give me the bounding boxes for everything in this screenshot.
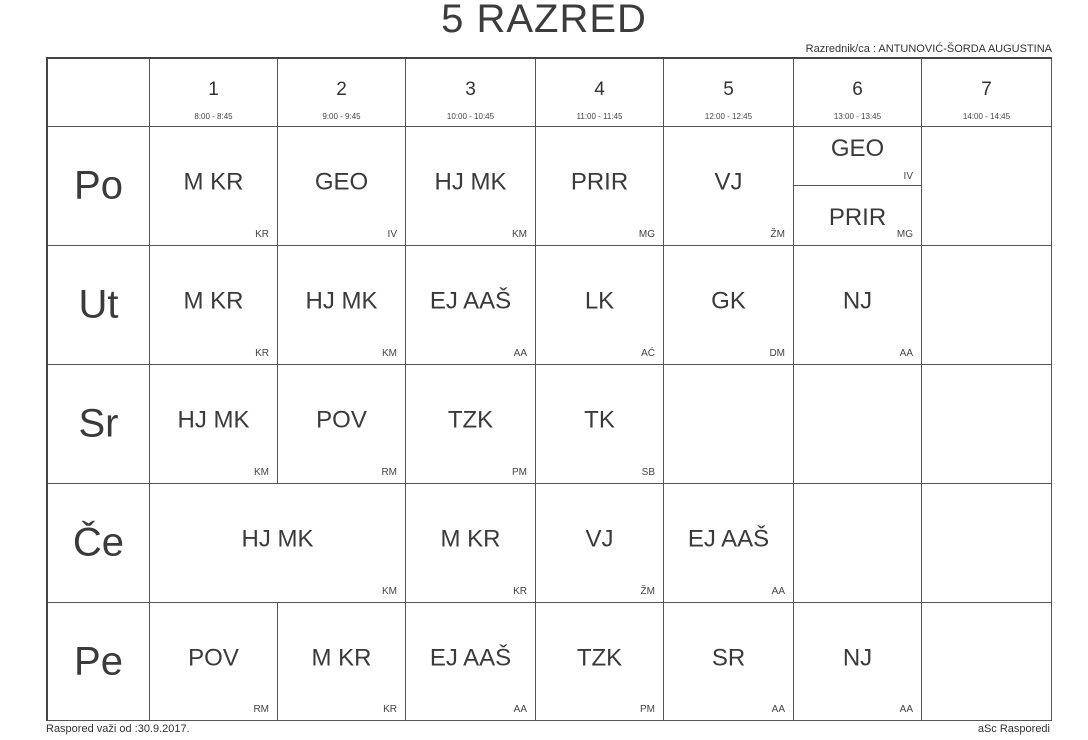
lesson-cell[interactable]	[794, 484, 922, 603]
lesson-cell[interactable]	[150, 603, 278, 721]
period-time: 11:00 - 11:45	[576, 112, 623, 121]
teacher-code: RM	[381, 467, 397, 478]
lesson-cell[interactable]	[794, 127, 922, 246]
period-header	[406, 59, 536, 127]
subject-name: NJ	[842, 644, 873, 672]
subject-name: LK	[584, 287, 615, 315]
teacher-code: KM	[512, 229, 527, 240]
period-number: 4	[594, 79, 605, 100]
teacher-code: KM	[382, 586, 397, 597]
lesson-cell[interactable]	[278, 365, 406, 484]
lesson-cell[interactable]	[922, 365, 1052, 484]
teacher-code: AA	[899, 348, 913, 359]
period-number: 1	[208, 79, 219, 100]
period-number: 6	[852, 79, 863, 100]
teacher-code: PM	[640, 704, 655, 715]
day-label-cell	[48, 365, 150, 484]
teacher-code: PM	[512, 467, 527, 478]
period-number: 7	[981, 79, 992, 100]
teacher-code: AA	[513, 704, 527, 715]
subject-name: TK	[584, 406, 615, 434]
valid-from-note: Raspored važi od :30.9.2017.	[46, 723, 190, 735]
day-name: Če	[72, 520, 125, 565]
lesson-cell[interactable]	[536, 484, 664, 603]
teacher-code: AA	[771, 704, 785, 715]
day-name: Sr	[78, 401, 119, 446]
subject-name: EJ AAŠ	[687, 525, 770, 553]
corner-cell	[48, 59, 150, 127]
period-time: 9:00 - 9:45	[322, 112, 361, 121]
subject-name: TZK	[447, 406, 494, 434]
teacher-code: AA	[899, 704, 913, 715]
lesson-cell[interactable]	[406, 127, 536, 246]
teacher-code: AA	[513, 348, 527, 359]
lesson-cell[interactable]	[664, 603, 794, 721]
subject-name: SR	[711, 644, 746, 672]
teacher-code: MG	[638, 229, 655, 240]
teacher-code: IV	[387, 229, 397, 240]
subject-name: M KR	[183, 168, 244, 196]
period-time: 8:00 - 8:45	[194, 112, 233, 121]
day-label-cell	[48, 246, 150, 365]
lesson-cell[interactable]	[664, 365, 794, 484]
lesson-half-top[interactable]	[794, 127, 921, 186]
teacher-code: SB	[641, 467, 655, 478]
lesson-cell[interactable]	[664, 484, 794, 603]
teacher-code: KR	[255, 348, 269, 359]
teacher-code: IV	[903, 171, 913, 182]
teacher-code: MG	[896, 229, 913, 240]
subject-name: VJ	[714, 168, 743, 196]
day-name: Ut	[78, 282, 119, 327]
class-teacher-label: Razrednik/ca : ANTUNOVIĆ-ŠORDA AUGUSTINA	[805, 43, 1052, 55]
period-header	[794, 59, 922, 127]
lesson-cell[interactable]	[922, 246, 1052, 365]
lesson-cell[interactable]	[278, 246, 406, 365]
timetable-grid	[46, 57, 1052, 721]
lesson-cell[interactable]	[922, 484, 1052, 603]
subject-name: GK	[711, 287, 746, 315]
teacher-code: KR	[513, 586, 527, 597]
subject-name: POV	[188, 644, 239, 672]
subject-name: HJ MK	[241, 525, 314, 553]
period-time: 10:00 - 10:45	[446, 112, 495, 121]
lesson-cell[interactable]	[536, 365, 664, 484]
subject-name: M KR	[440, 525, 501, 553]
teacher-code: RM	[253, 704, 269, 715]
teacher-code: AA	[771, 586, 785, 597]
subject-name: PRIR	[828, 204, 887, 231]
period-header	[664, 59, 794, 127]
lesson-cell[interactable]	[536, 246, 664, 365]
period-time: 14:00 - 14:45	[962, 112, 1011, 121]
period-time: 13:00 - 13:45	[833, 112, 882, 121]
teacher-code: KM	[382, 348, 397, 359]
lesson-cell[interactable]	[794, 603, 922, 721]
teacher-code: DM	[769, 348, 785, 359]
lesson-cell[interactable]	[406, 484, 536, 603]
subject-name: GEO	[830, 135, 885, 162]
subject-name: HJ MK	[305, 287, 378, 315]
subject-name: TZK	[576, 644, 623, 672]
lesson-cell[interactable]	[922, 127, 1052, 246]
subject-name: GEO	[314, 168, 369, 196]
lesson-cell[interactable]	[922, 603, 1052, 721]
teacher-code: KR	[383, 704, 397, 715]
lesson-cell[interactable]	[278, 127, 406, 246]
lesson-half-bottom[interactable]	[794, 186, 921, 245]
subject-name: HJ MK	[177, 406, 250, 434]
lesson-cell[interactable]	[536, 127, 664, 246]
period-header	[922, 59, 1052, 127]
page-title: 5 RAZRED	[441, 0, 647, 41]
lesson-cell[interactable]	[150, 127, 278, 246]
period-time: 12:00 - 12:45	[704, 112, 753, 121]
lesson-cell[interactable]	[150, 484, 406, 603]
subject-name: VJ	[585, 525, 614, 553]
subject-name: POV	[316, 406, 367, 434]
lesson-cell[interactable]	[794, 246, 922, 365]
subject-name: M KR	[311, 644, 372, 672]
teacher-code: AĆ	[641, 348, 655, 359]
lesson-cell[interactable]	[664, 246, 794, 365]
day-label-cell	[48, 127, 150, 246]
subject-name: PRIR	[570, 168, 629, 196]
subject-name: EJ AAŠ	[429, 287, 512, 315]
lesson-cell[interactable]	[794, 365, 922, 484]
software-credit: aSc Rasporedi	[977, 723, 1050, 735]
teacher-code: ŽM	[640, 586, 655, 597]
lesson-cell[interactable]	[406, 246, 536, 365]
lesson-cell[interactable]	[664, 127, 794, 246]
lesson-cell[interactable]	[150, 365, 278, 484]
day-label-cell	[48, 603, 150, 721]
subject-name: HJ MK	[434, 168, 507, 196]
period-header	[278, 59, 406, 127]
teacher-code: ŽM	[770, 229, 785, 240]
day-name: Pe	[74, 639, 123, 683]
lesson-cell[interactable]	[406, 603, 536, 721]
teacher-code: KR	[255, 229, 269, 240]
period-number: 2	[336, 79, 347, 100]
day-name: Po	[74, 163, 123, 208]
period-header	[150, 59, 278, 127]
period-header	[536, 59, 664, 127]
period-number: 5	[723, 79, 734, 100]
lesson-cell[interactable]	[406, 365, 536, 484]
lesson-cell[interactable]	[536, 603, 664, 721]
subject-name: NJ	[842, 287, 873, 315]
subject-name: EJ AAŠ	[429, 644, 512, 672]
day-label-cell	[48, 484, 150, 603]
lesson-cell[interactable]	[278, 603, 406, 721]
subject-name: M KR	[183, 287, 244, 315]
teacher-code: KM	[254, 467, 269, 478]
lesson-cell[interactable]	[150, 246, 278, 365]
period-number: 3	[465, 79, 476, 100]
